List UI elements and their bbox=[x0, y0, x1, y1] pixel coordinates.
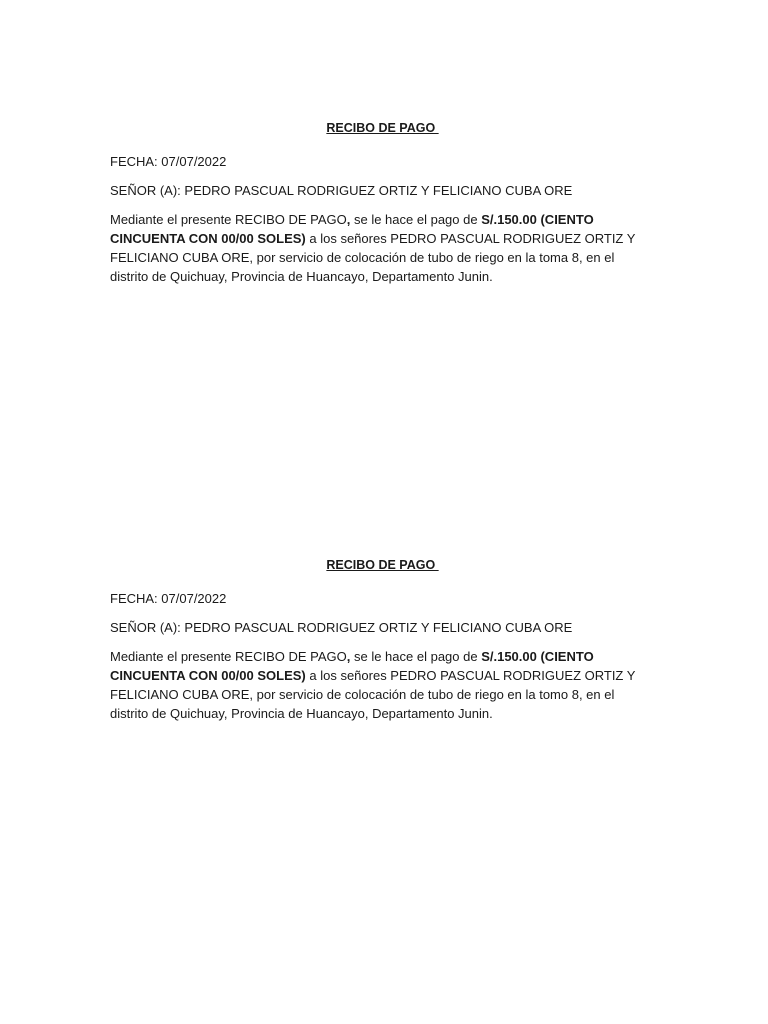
receipt-2 bbox=[110, 557, 655, 723]
receipt-recipient: SEÑOR (A): PEDRO PASCUAL RODRIGUEZ ORTIZ Y FELICIANO CUBA ORE bbox=[110, 183, 573, 198]
receipt-title: RECIBO DE PAGO bbox=[326, 558, 439, 572]
receipt-date: FECHA: 07/07/2022 bbox=[110, 591, 227, 606]
body-text-part1: Mediante el presente RECIBO DE PAGO bbox=[110, 212, 347, 227]
receipt-title: RECIBO DE PAGO bbox=[326, 121, 439, 135]
receipt-1 bbox=[110, 120, 655, 286]
body-text-part3: a los señores PEDRO PASCUAL RODRIGUEZ ORTIZ Y FELICIANO CUBA ORE, por servicio de colocación de tubo de riego en la toma 8, en el distrito de Quichuay, Provincia de Huancayo, Departamento Junin. bbox=[110, 231, 636, 284]
body-text-part3: a los señores PEDRO PASCUAL RODRIGUEZ ORTIZ Y FELICIANO CUBA ORE, por servicio de colocación de tubo de riego en la tomo 8, en el distrito de Quichuay, Provincia de Huancayo, Departamento Junin. bbox=[110, 668, 636, 721]
receipt-body bbox=[110, 210, 655, 286]
body-text-part1: Mediante el presente RECIBO DE PAGO bbox=[110, 649, 347, 664]
body-text-part2: se le hace el pago de bbox=[350, 649, 482, 664]
payment-amount: S/.150.00 (CIENTO CINCUENTA CON 00/00 SOLES) bbox=[110, 649, 594, 683]
receipt-recipient: SEÑOR (A): PEDRO PASCUAL RODRIGUEZ ORTIZ Y FELICIANO CUBA ORE bbox=[110, 620, 573, 635]
receipt-body bbox=[110, 647, 655, 723]
body-comma: , bbox=[346, 649, 351, 664]
body-comma: , bbox=[346, 212, 351, 227]
payment-amount: S/.150.00 (CIENTO CINCUENTA CON 00/00 SOLES) bbox=[110, 212, 594, 246]
receipt-date: FECHA: 07/07/2022 bbox=[110, 154, 227, 169]
body-text-part2: se le hace el pago de bbox=[350, 212, 482, 227]
